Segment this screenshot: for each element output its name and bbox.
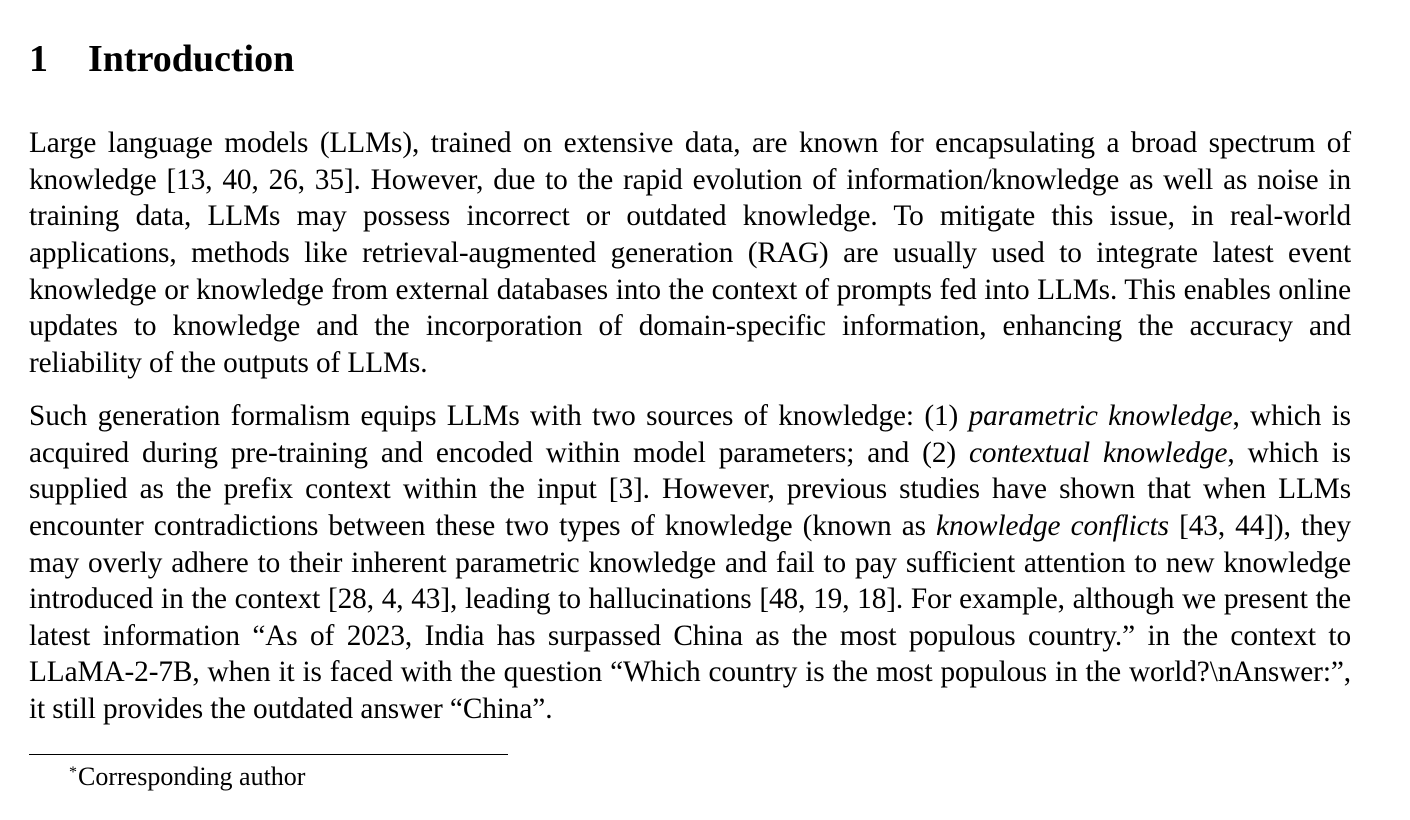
section-title: Introduction <box>88 38 295 81</box>
footnote-rule <box>29 754 508 755</box>
section-number: 1 <box>29 38 48 81</box>
footnote-marker: * <box>69 764 77 781</box>
footnote-text: Corresponding author <box>78 762 306 791</box>
footnote <box>69 760 305 794</box>
term-parametric-knowledge: parametric knowledge <box>968 400 1233 433</box>
paragraph-1: Large language models (LLMs), trained on extensive data, are known for encapsulating a broad spectrum of knowledge [13, 40, 26, 35]. However, due to the rapid evolution of information/knowledge as well as noise in training data, LLMs may possess incorrect or outdated knowledge. To mitigate this issue, in real-world applications, methods like retrieval-augmented generation (RAG) are usually used to integrate latest event knowledge or knowledge from external databases into the context of prompts fed into LLMs. This enables online updates to knowledge and the incorporation of domain-specific information, enhancing the accuracy and reliability of the outputs of LLMs. <box>29 127 1351 379</box>
paragraph-2-text-3: , which is supplied as the prefix context within the input [3]. However, previous studies have shown that when LLMs encounter contradictions between these two types of knowledge (known as <box>29 436 1351 543</box>
paragraph-2 <box>29 398 1351 727</box>
paragraph-2-text-4: [43, 44]), they may overly adhere to their inherent parametric knowledge and fail to pay sufficient attention to new knowledge introduced in the context [28, 4, 43], leading to hallucinations [48, 19, 18]. For example, although we present the latest information “As of 2023, India has surpassed China as the most populous country.” in the context to LLaMA-2-7B, when it is faced with the question “Which country is the most populous in the world?\nAnswer:”, it still provides the outdated answer “China”. <box>29 510 1351 726</box>
term-knowledge-conflicts: knowledge conflicts <box>936 510 1169 543</box>
term-contextual-knowledge: contextual knowledge <box>969 436 1228 469</box>
paragraph-2-text-2: , which is acquired during pre-training and encoded within model parameters; and (2) <box>29 400 1351 469</box>
paragraph-2-text-1: Such generation formalism equips LLMs with two sources of knowledge: (1) <box>29 400 969 433</box>
section-heading <box>29 37 294 81</box>
